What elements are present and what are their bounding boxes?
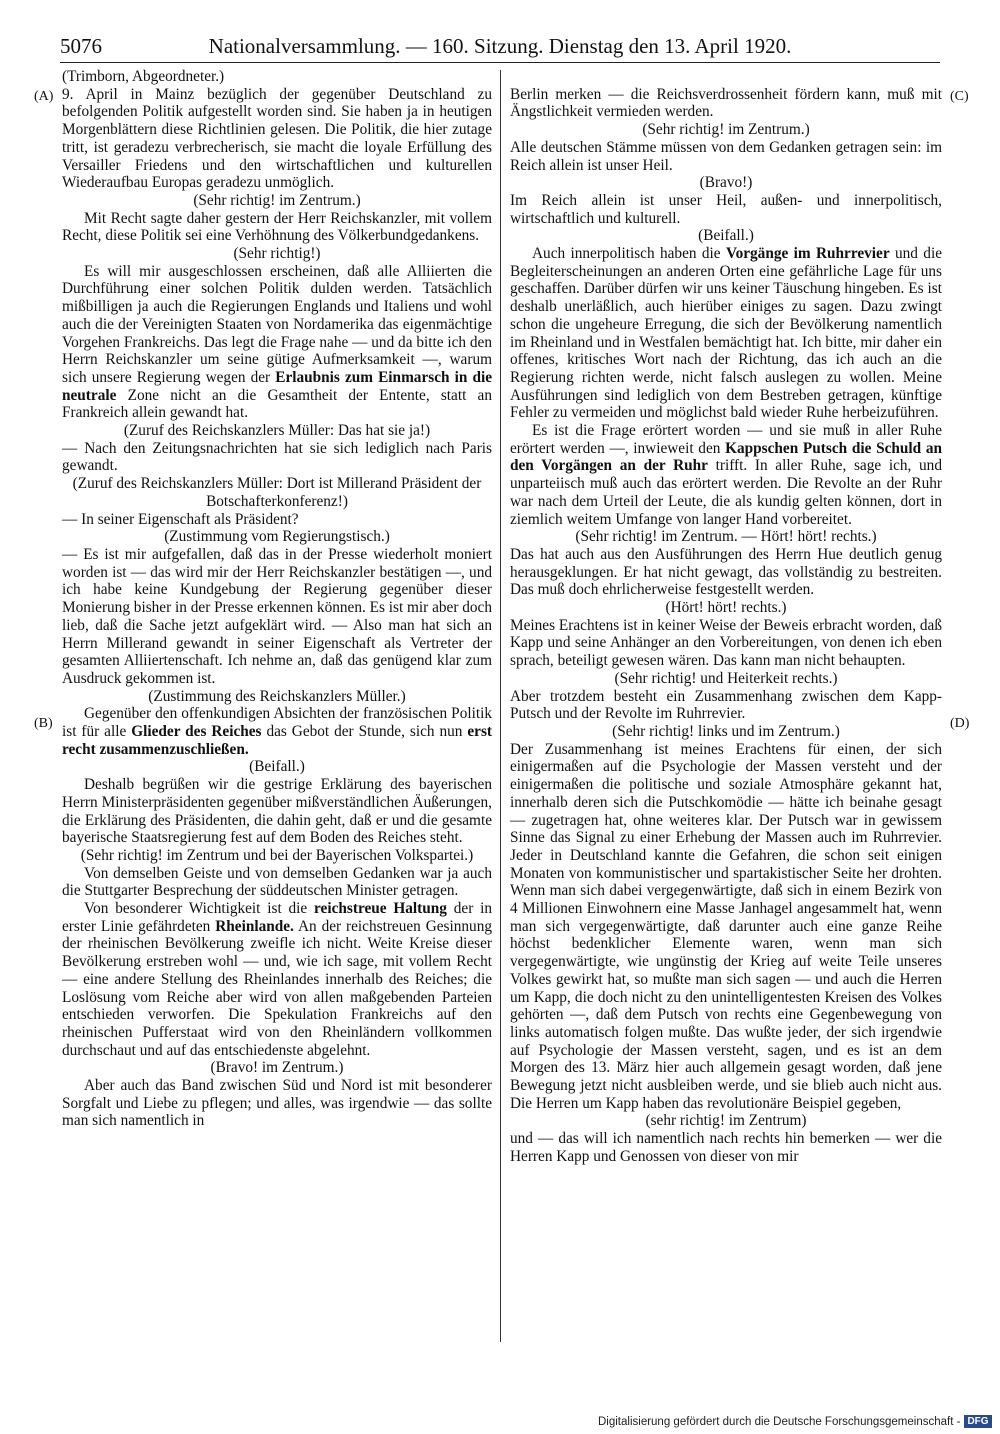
- emphasis: Vorgänge im Ruhrrevier: [725, 245, 890, 263]
- left-column: [62, 68, 492, 1130]
- paragraph: Das hat auch aus den Ausführungen des Herrn Hue deutlich genug herausgeklungen. Er hat nicht gewagt, das vollständig zu bestreiten. Das muß doch ehrlicherweise festgestellt werden.: [510, 545, 942, 599]
- paragraph: Im Reich allein ist unser Heil, außen- und innerpolitisch, wirtschaftlich und kulturell.: [510, 191, 942, 227]
- emphasis: Kappschen Putsch die Schuld an den Vorgängen an der Ruhr: [510, 439, 943, 475]
- paragraph: und — das will ich namentlich nach rechts hin bemerken — wer die Herren Kapp und Genossen von dieser von mir: [510, 1130, 942, 1165]
- interjection: (Zuruf des Reichskanzlers Müller: Das hat sie ja!): [123, 422, 431, 440]
- paragraph: Meines Erachtens ist in keiner Weise der Beweis erbracht worden, daß Kapp und seine Anhänger an den Vorbereitungen, von denen ich eben sprach, beteiligt gewesen wären. Das kann man nicht behaupten.: [510, 616, 942, 670]
- paragraph: [510, 422, 942, 528]
- text-run: An der reichstreuen Gesinnung der rheinischen Bevölkerung zweifle ich nicht. Weite Kreise dieser Bevölkerung erstreben wohl — und, wie ich sage, mit vollem Recht — eine andere Stellung des Rheinlandes innerhalb des Reiches; die Loslösung vom Reiche aber wird von allen maßgebenden Parteien entschieden verworfen. Die Spekulation Frankreichs auf den rheinischen Pufferstaat wird von den Rheinländern vollkommen durchschaut und auf das entschiedenste abgelehnt.: [62, 917, 493, 1059]
- paragraph: Deshalb begrüßen wir die gestrige Erklärung des bayerischen Herrn Ministerpräsidenten gegenüber mißverständlichen Äußerungen, die Erklärung des Präsidenten, die dahin geht, daß er und die gesamte bayerische Staatsregierung fest auf dem Boden des Reiches steht.: [62, 776, 492, 847]
- paragraph: [62, 705, 492, 758]
- interjection: (Sehr richtig! im Zentrum und bei der Bayerischen Volkspartei.): [80, 846, 474, 864]
- text-run: Gegenüber den offenkundigen Absichten der französischen Politik ist für alle: [62, 705, 492, 741]
- interjection: (Sehr richtig! im Zentrum. — Hört! hört! rechts.): [575, 528, 877, 546]
- interjection: (Sehr richtig! und Heiterkeit rechts.): [614, 669, 838, 687]
- paragraph: Berlin merken — die Reichsverdrossenheit fördern kann, muß mit Ängstlichkeit vermieden werden.: [510, 85, 942, 121]
- paragraph: 9. April in Mainz bezüglich der gegenüber Deutschland zu befolgenden Politik aufgestellt worden sind. Sie haben ja in heutigen Morgenblättern diese Richtlinien gelesen. Die Politik, die hier zutage tritt, ist geradezu verbrecherisch, sie macht die loyale Erfüllung des Versailler Friedens und den wirtschaftlichen und kulturellen Wiederaufbau Europas geradezu unmöglich.: [62, 85, 492, 192]
- interjection: (Zuruf des Reichskanzlers Müller: Dort ist Millerand Präsident der Botschafterkonferenz!): [72, 475, 482, 510]
- text-run: Von besonderer Wichtigkeit ist die: [84, 900, 308, 918]
- margin-mark-d: (D): [950, 716, 970, 731]
- margin-mark-a: (A): [34, 89, 54, 104]
- interjection: (sehr richtig! im Zentrum): [645, 1112, 807, 1130]
- interjection: (Beifall.): [698, 227, 754, 245]
- interjection: (Hört! hört! rechts.): [665, 599, 787, 617]
- digitization-credit: [598, 1415, 992, 1428]
- paragraph: [510, 245, 942, 422]
- paragraph: — In seiner Eigenschaft als Präsident?: [62, 510, 299, 528]
- text-run: der in erster Linie gefährdeten: [62, 900, 492, 935]
- dfg-logo: DFG: [964, 1415, 991, 1428]
- paragraph: — Es ist mir aufgefallen, daß das in der Presse wiederholt moniert worden ist — das wird mir der Herr Reichskanzler bestätigen —, und ich habe keine Kundgebung der Regierung gegenüber dieser Monierung bisher in der Presse erkennen können. Es ist mir aber doch lieb, daß die Sache jetzt aufgeklärt wird. — Also man hat sich an Herrn Millerand gewandt in seiner Eigenschaft als Vertreter der gesamten Alliiertenschaft. Ich nehme an, daß das genügend klar zum Ausdruck gekommen ist.: [62, 545, 492, 687]
- running-title: Nationalversammlung. — 160. Sitzung. Dienstag den 13. April 1920.: [208, 34, 792, 58]
- emphasis: Erlaubnis zum Einmarsch in die neutrale: [62, 368, 492, 404]
- paragraph: Aber trotzdem besteht ein Zusammenhang zwischen dem Kapp-Putsch und der Revolte im Ruhrrevier.: [510, 687, 942, 723]
- margin-mark-b: (B): [34, 716, 53, 731]
- margin-mark-c: (C): [950, 89, 969, 104]
- paragraph: Alle deutschen Stämme müssen von dem Gedanken getragen sein: im Reich allein ist unser Heil.: [510, 138, 942, 174]
- text-run: das Gebot der Stunde, sich nun: [266, 723, 463, 741]
- emphasis: Glieder des Reiches: [131, 723, 262, 741]
- text-run: Es will mir ausgeschlossen erscheinen, daß alle Alliierten die Durchführung einer solchen Politik dulden werden. Tatsächlich mißbilligen ja auch die Regierungen Englands und Italiens und wohl auch die der Vereinigten Staaten von Nordamerika das eigenmächtige Vorgehen Frankreichs. Das legt die Frage nahe — und da bitte ich den Herrn Reichskanzler um seine gütige Aufmerksamkeit —, warum sich unsere Regierung wegen der: [62, 262, 492, 386]
- column-divider: [500, 70, 501, 1342]
- page-number: 5076: [60, 34, 102, 58]
- emphasis: Rheinlande.: [215, 917, 294, 935]
- interjection: (Sehr richtig! im Zentrum.): [642, 121, 810, 139]
- right-column: [510, 68, 942, 1166]
- interjection: (Beifall.): [249, 758, 305, 776]
- interjection: (Zustimmung des Reichskanzlers Müller.): [148, 687, 406, 705]
- credit-text: Digitalisierung gefördert durch die Deutsche Forschungsgemeinschaft -: [598, 1416, 961, 1428]
- emphasis: erst recht zusammenzuschließen.: [62, 723, 492, 758]
- paragraph: Von demselben Geiste und von demselben Gedanken war ja auch die Stuttgarter Besprechung der süddeutschen Minister getragen.: [62, 864, 492, 900]
- text-run: trifft. In aller Ruhe, sage ich, und unparteiisch muß auch das erörtert werden. Die Revolte an der Ruhr war nach dem Urteil der Leute, die als kundig gelten können, dort in ziemlich weitem Umfange von langer Hand vorbereitet.: [510, 457, 942, 528]
- interjection: (Sehr richtig!): [233, 245, 321, 263]
- text-run: Auch innerpolitisch haben die: [532, 245, 721, 263]
- paragraph: Der Zusammenhang ist meines Erachtens für einen, der sich einigermaßen auf die Psychologie der Massen versteht und der einigermaßen die politische und soziale Atmosphäre gekannt hat, innerhalb deren sich die Putschkomödie — hätte ich beinahe gesagt — zugetragen hat, ohne weiteres klar. Der Putsch war in gewissem Sinne das Signal zu einer Erhebung der Massen auch im Ruhrrevier. Jeder in Deutschland kannte die Gefahren, die schon seit einigen Monaten von kommunistischer und spartakistischer Seite her drohten. Wenn man sich dabei vergegenwärtigte, daß sich in einem Bezirk von 4 Millionen Einwohnern eine Masse Janhagel angesammelt hat, wenn man sich vergegenwärtigte, daß darunter auch eine ganze Reihe höchst bedenklicher Elemente waren, wenn man sich vergegenwärtigte, wie ungünstig der Krieg auf weite Teile unseres Volkes gewirkt hat, so mußte man sich sagen — und auch die Herren um Kapp, die doch nicht zu den unintelligentesten Kreisen des Volkes gehörten —, daß dem Putsch von rechts eine Gegenbewegung von links automatisch folgen mußte. Das wußte jeder, der sich irgendwie auf Psychologie der Massen versteht, sagen, und es ist an dem Morgen des 13. März hier auch allgemein gesagt worden, daß jene Bewegung jetzt nicht ausbleiben werde, und sie blieb auch nicht aus. Die Herren um Kapp haben das revolutionäre Beispiel gegeben,: [510, 740, 942, 1112]
- text-run: Es ist die Frage erörtert worden — und sie muß in aller Ruhe erörtert werden —, inwieweit den: [510, 422, 942, 457]
- text-run: und die Begleiterscheinungen an anderen Orten eine gefährliche Lage für uns geschaffen. Darüber dürfen wir uns keiner Täuschung hingeben. Es ist deshalb unerläßlich, auch hierüber einiges zu sagen. Dazu zwingt schon die ungeheure Erregung, die sich der Bevölkerung namentlich im Rheinland und in Westfalen bemächtigt hat. Ich bitte, mir daher ein offenes, kritisches Wort nach der Richtung, das ich auch an die Regierung richten werde, nicht falsch auslegen zu wollen. Meine Ausführungen sind lediglich von dem Bestreben getragen, künftige Fehler zu vermeiden und möglichst bald wieder Ruhe herbeizuführen.: [510, 245, 942, 422]
- interjection: (Bravo! im Zentrum.): [210, 1059, 344, 1077]
- paragraph: Aber auch das Band zwischen Süd und Nord ist mit besonderer Sorgfalt und Liebe zu pflegen; und alles, was irgendwie — das sollte man sich namentlich in: [62, 1077, 492, 1130]
- interjection: (Bravo!): [699, 174, 753, 192]
- paragraph: Mit Recht sagte daher gestern der Herr Reichskanzler, mit vollem Recht, diese Politik sei eine Verhöhnung des Völkerbundgedankens.: [62, 209, 492, 245]
- paragraph: — Nach den Zeitungsnachrichten hat sie sich lediglich nach Paris gewandt.: [62, 439, 492, 475]
- paragraph: [62, 263, 492, 422]
- interjection: (Sehr richtig! im Zentrum.): [193, 191, 361, 209]
- paragraph: [62, 900, 492, 1059]
- emphasis: reichstreue Haltung: [314, 900, 447, 918]
- interjection: (Zustimmung vom Regierungstisch.): [164, 528, 390, 546]
- page-header: [60, 32, 940, 63]
- speaker-label: (Trimborn, Abgeordneter.): [62, 68, 225, 85]
- text-run: Zone nicht an die Gesamtheit der Entente, statt an Frankreich allein gewandt hat.: [62, 386, 492, 422]
- interjection: (Sehr richtig! links und im Zentrum.): [612, 723, 840, 740]
